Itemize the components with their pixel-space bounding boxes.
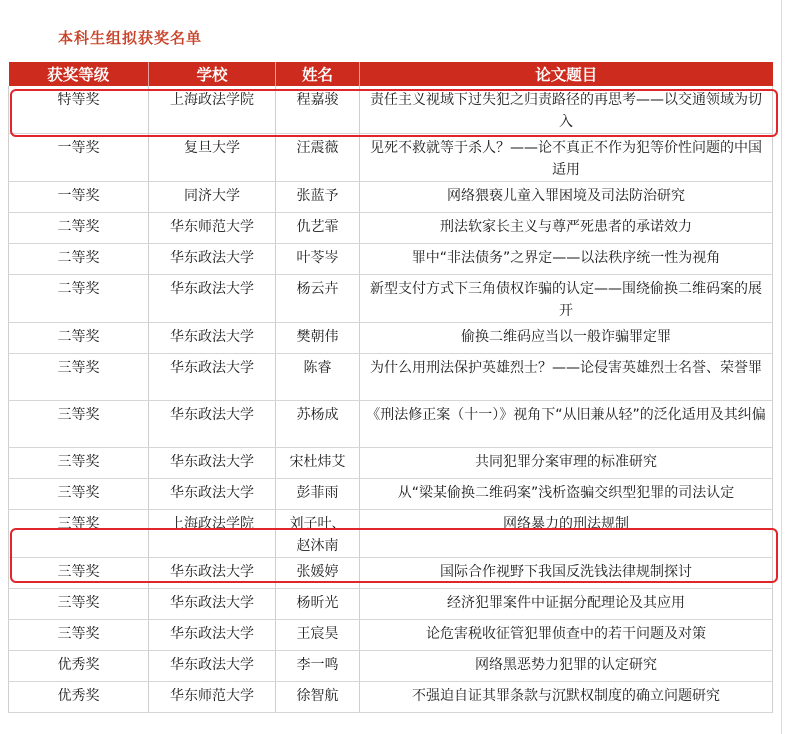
cell-school: 华东师范大学 (149, 213, 276, 244)
table-row (9, 682, 773, 713)
cell-name: 张媛婷 (276, 558, 360, 589)
cell-paper: 国际合作视野下我国反洗钱法律规制探讨 (360, 558, 773, 589)
cell-name: 苏杨成 (276, 401, 360, 448)
cell-paper: 网络黑恶势力犯罪的认定研究 (360, 651, 773, 682)
header-paper: 论文题目 (360, 62, 773, 86)
cell-school: 上海政法学院 (149, 86, 276, 134)
cell-name: 张蓝予 (276, 182, 360, 213)
table-row (9, 86, 773, 134)
table-row (9, 589, 773, 620)
table-row (9, 479, 773, 510)
cell-grade: 三等奖 (9, 354, 149, 401)
cell-name: 陈睿 (276, 354, 360, 401)
cell-grade: 二等奖 (9, 244, 149, 275)
cell-paper: 网络暴力的刑法规制 (360, 510, 773, 558)
cell-school: 华东政法大学 (149, 275, 276, 323)
cell-paper: 从“梁某偷换二维码案”浅析盗骗交织型犯罪的司法认定 (360, 479, 773, 510)
cell-name: 仇艺霏 (276, 213, 360, 244)
cell-paper: 责任主义视域下过失犯之归责路径的再思考——以交通领域为切入 (360, 86, 773, 134)
cell-paper: 论危害税收征管犯罪侦查中的若干问题及对策 (360, 620, 773, 651)
cell-grade: 二等奖 (9, 213, 149, 244)
cell-grade: 优秀奖 (9, 651, 149, 682)
cell-grade: 三等奖 (9, 401, 149, 448)
cell-name: 宋杜炜艾 (276, 448, 360, 479)
cell-school: 华东政法大学 (149, 448, 276, 479)
header-name: 姓名 (276, 62, 360, 86)
header-school: 学校 (149, 62, 276, 86)
table-header-row (9, 62, 773, 86)
cell-name: 徐智航 (276, 682, 360, 713)
table-row (9, 448, 773, 479)
table-row (9, 620, 773, 651)
cell-school: 华东政法大学 (149, 323, 276, 354)
cell-paper: 见死不救就等于杀人？——论不真正不作为犯等价性问题的中国适用 (360, 134, 773, 182)
cell-school: 华东政法大学 (149, 558, 276, 589)
cell-name: 叶苓岑 (276, 244, 360, 275)
cell-name: 汪震薇 (276, 134, 360, 182)
cell-school: 华东政法大学 (149, 401, 276, 448)
cell-paper: 偷换二维码应当以一般诈骗罪定罪 (360, 323, 773, 354)
table-row (9, 558, 773, 589)
cell-grade: 一等奖 (9, 182, 149, 213)
cell-grade: 三等奖 (9, 479, 149, 510)
cell-name: 王宸昊 (276, 620, 360, 651)
cell-paper: 网络猥亵儿童入罪困境及司法防治研究 (360, 182, 773, 213)
header-grade: 获奖等级 (9, 62, 149, 86)
table-row (9, 323, 773, 354)
page-title: 本科生组拟获奖名单 (58, 29, 203, 47)
cell-school: 复旦大学 (149, 134, 276, 182)
cell-grade: 三等奖 (9, 558, 149, 589)
cell-paper: 新型支付方式下三角债权诈骗的认定——围绕偷换二维码案的展开 (360, 275, 773, 323)
cell-school: 华东政法大学 (149, 479, 276, 510)
cell-grade: 一等奖 (9, 134, 149, 182)
cell-grade: 三等奖 (9, 510, 149, 558)
table-row (9, 275, 773, 323)
cell-grade: 三等奖 (9, 448, 149, 479)
cell-school: 同济大学 (149, 182, 276, 213)
cell-school: 华东政法大学 (149, 589, 276, 620)
cell-paper: 经济犯罪案件中证据分配理论及其应用 (360, 589, 773, 620)
cell-name: 程嘉骏 (276, 86, 360, 134)
right-divider (781, 0, 782, 734)
cell-school: 华东政法大学 (149, 244, 276, 275)
cell-school: 上海政法学院 (149, 510, 276, 558)
cell-grade: 三等奖 (9, 589, 149, 620)
cell-grade: 优秀奖 (9, 682, 149, 713)
table-row (9, 510, 773, 558)
cell-name: 樊朝伟 (276, 323, 360, 354)
table-row (9, 213, 773, 244)
table-row (9, 182, 773, 213)
cell-paper: 刑法软家长主义与尊严死患者的承诺效力 (360, 213, 773, 244)
cell-paper: 共同犯罪分案审理的标准研究 (360, 448, 773, 479)
table-row (9, 651, 773, 682)
cell-name: 刘子叶、赵沐南 (276, 510, 360, 558)
cell-name: 杨昕光 (276, 589, 360, 620)
cell-grade: 特等奖 (9, 86, 149, 134)
cell-paper: 罪中“非法债务”之界定——以法秩序统一性为视角 (360, 244, 773, 275)
cell-name: 杨云卉 (276, 275, 360, 323)
award-table (8, 62, 773, 713)
cell-paper: 《刑法修正案（十一）》视角下“从旧兼从轻”的泛化适用及其纠偏 (360, 401, 773, 448)
cell-school: 华东政法大学 (149, 354, 276, 401)
cell-paper: 为什么用刑法保护英雄烈士？——论侵害英雄烈士名誉、荣誉罪 (360, 354, 773, 401)
table-row (9, 244, 773, 275)
cell-name: 李一鸣 (276, 651, 360, 682)
cell-school: 华东政法大学 (149, 620, 276, 651)
cell-school: 华东政法大学 (149, 651, 276, 682)
cell-name: 彭菲雨 (276, 479, 360, 510)
table-row (9, 134, 773, 182)
cell-paper: 不强迫自证其罪条款与沉默权制度的确立问题研究 (360, 682, 773, 713)
cell-grade: 二等奖 (9, 323, 149, 354)
cell-school: 华东师范大学 (149, 682, 276, 713)
cell-grade: 二等奖 (9, 275, 149, 323)
table-row (9, 354, 773, 401)
table-row (9, 401, 773, 448)
cell-grade: 三等奖 (9, 620, 149, 651)
